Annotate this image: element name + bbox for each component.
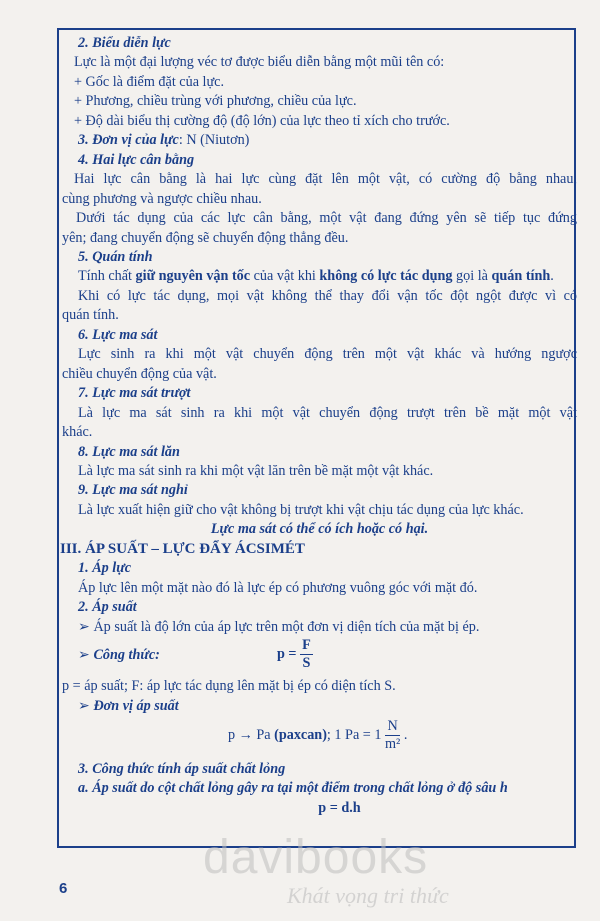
text: Áp suất là độ lớn của áp lực trên một đơn vị diện tích của mặt bị ép. <box>93 618 480 635</box>
fraction <box>300 637 313 672</box>
emphasis: không có lực tác dụng <box>319 268 453 285</box>
paragraph: quán tính. <box>62 307 119 324</box>
heading-luc-ma-sat-lan: 8. Lực ma sát lăn <box>78 443 180 460</box>
denominator: S <box>302 655 311 672</box>
paragraph: chiều chuyển động của vật. <box>62 365 217 382</box>
paragraph: khác. <box>62 424 93 441</box>
paragraph: Lực sinh ra khi một vật chuyển động trên một vật khác và hướng ngược <box>78 346 577 363</box>
formula-label-line <box>78 646 160 665</box>
emphasis: giữ nguyên vận tốc <box>135 268 251 285</box>
ap-suat-definition <box>62 618 577 637</box>
heading-luc-ma-sat: 6. Lực ma sát <box>78 326 158 343</box>
arrow-bullet-icon: ➢ <box>78 647 90 664</box>
heading-don-vi-luc: 3. Đơn vị của lực <box>78 132 179 149</box>
text: gọi là <box>452 268 492 285</box>
heading-luc-ma-sat-truot: 7. Lực ma sát trượt <box>78 385 191 402</box>
unit-formula-row <box>62 716 577 756</box>
note-friction: Lực ma sát có thể có ích hoặc có hại. <box>210 521 429 538</box>
watermark-brand: davibooks <box>203 831 429 884</box>
list-item: + Độ dài biểu thị cường độ (độ lớn) của lực theo tỉ xích cho trước. <box>74 112 450 129</box>
numerator: F <box>302 637 311 654</box>
arrow-right-icon: → <box>238 726 253 743</box>
paragraph: Áp lực lên một mặt nào đó là lực ép có phương vuông góc với mặt đó. <box>78 579 478 596</box>
heading-hai-luc-can-bang: 4. Hai lực cân bằng <box>78 151 195 168</box>
heading-ap-luc: 1. Áp lực <box>78 560 132 577</box>
subheading-ap-suat-cot-chat-long: a. Áp suất do cột chất lỏng gây ra tại một điểm trong chất lỏng ở độ sâu h <box>78 780 508 797</box>
paragraph: Là lực ma sát sinh ra khi một vật lăn trên bề mặt một vật khác. <box>78 462 434 479</box>
heading-ap-suat-chat-long: 3. Công thức tính áp suất chất lỏng <box>78 760 286 777</box>
page-content <box>62 34 577 818</box>
unit-pa: Pa <box>252 726 275 743</box>
section-title-ap-suat: III. ÁP SUẤT – LỰC ĐẨY ÁCSIMÉT <box>60 540 305 557</box>
pressure-formula <box>277 637 313 672</box>
text: . <box>550 268 554 285</box>
emphasis: quán tính <box>491 268 551 285</box>
unit-formula <box>228 718 407 753</box>
formula-description: p = áp suất; F: áp lực tác dụng lên mặt bị ép có diện tích S. <box>62 678 396 695</box>
page-number: 6 <box>59 880 68 897</box>
list-item: + Phương, chiều trùng với phương, chiều của lực. <box>74 93 357 110</box>
unit-end: . <box>403 726 408 743</box>
paragraph: Dưới tác dụng của các lực cân bằng, một vật đang đứng yên sẽ tiếp tục đứng <box>76 210 577 227</box>
denominator: m² <box>384 735 401 752</box>
text: Tính chất <box>78 268 136 285</box>
watermark-slogan: Khát vọng tri thức <box>287 883 449 908</box>
arrow-bullet-icon: ➢ <box>78 697 90 714</box>
unit-value: : N (Niutơn) <box>178 132 250 149</box>
numerator: N <box>385 718 400 736</box>
unit-p: p <box>228 726 236 743</box>
paragraph: Lực là một đại lượng véc tơ được biểu diễn bằng một mũi tên có: <box>74 54 445 71</box>
paragraph: yên; đang chuyển động sẽ chuyển động thẳng đều. <box>62 229 349 246</box>
unit-paxcan: (paxcan) <box>274 726 327 743</box>
paragraph: Khi có lực tác dụng, mọi vật không thể thay đổi vận tốc đột ngột được vì có <box>78 287 577 304</box>
definition-quan-tinh <box>62 267 577 286</box>
unit-equation: ; 1 Pa = 1 <box>326 726 382 743</box>
heading-luc-ma-sat-nghi: 9. Lực ma sát nghỉ <box>78 482 188 499</box>
unit-label: Đơn vị áp suất <box>93 697 179 714</box>
unit-label-line <box>62 697 577 716</box>
heading-bieu-dien-luc: 2. Biểu diễn lực <box>78 35 171 51</box>
paragraph: Là lực xuất hiện giữ cho vật không bị trượt khi vật chịu tác dụng của lực khác. <box>78 501 524 518</box>
paragraph: Hai lực cân bằng là hai lực cùng đặt lên một vật, có cường độ bằng nhau, <box>74 171 577 188</box>
unit-of-force-line <box>62 131 577 150</box>
arrow-bullet-icon: ➢ <box>78 618 90 635</box>
text: của vật khi <box>250 268 320 285</box>
heading-quan-tinh: 5. Quán tính <box>78 248 153 265</box>
liquid-pressure-formula: p = d.h <box>318 799 361 816</box>
formula-label: Công thức: <box>93 647 160 664</box>
unit-fraction <box>385 718 400 753</box>
heading-ap-suat: 2. Áp suất <box>78 599 137 616</box>
paragraph: Là lực ma sát sinh ra khi một vật chuyển động trượt trên bề mặt một vật <box>78 404 577 421</box>
paragraph: cùng phương và ngược chiều nhau. <box>62 190 262 207</box>
list-item: + Gốc là điểm đặt của lực. <box>74 73 225 90</box>
formula-lhs: p = <box>277 645 297 662</box>
formula-row <box>62 637 577 675</box>
